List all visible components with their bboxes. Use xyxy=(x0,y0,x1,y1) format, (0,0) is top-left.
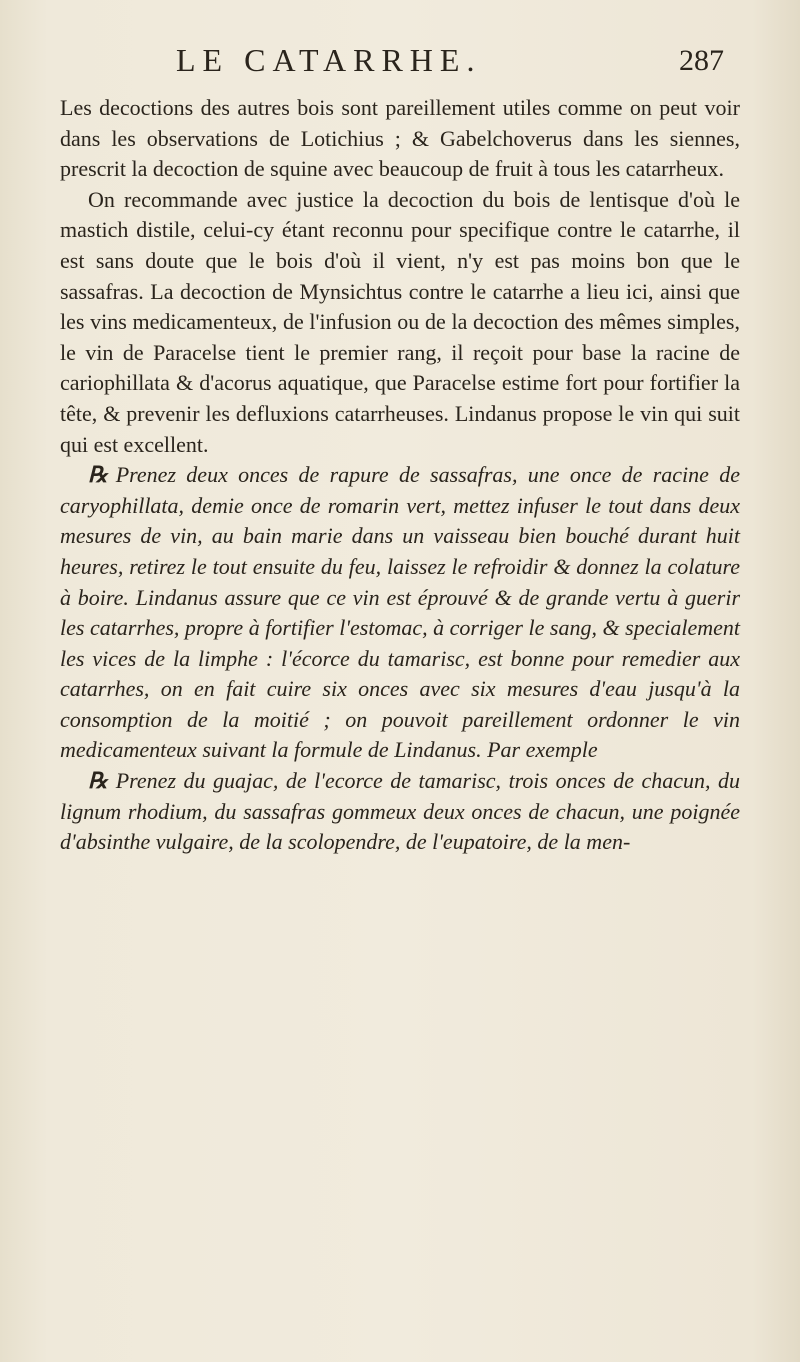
recipe-text: Prenez du guajac, de l'ecorce de tamarisc, trois onces de chacun, du lignum rhodium, du sassafras gommeux deux onces de chacun, une poignée d'absinthe vulgaire, de la scolopendre, de l'eupatoire, de la men- xyxy=(60,768,740,855)
recipe-paragraph xyxy=(60,766,740,858)
running-title: LE CATARRHE. xyxy=(176,42,482,78)
running-head xyxy=(60,42,740,82)
paragraph: Les decoctions des autres bois sont pareillement utiles comme on peut voir dans les observations de Lotichius ; & Gabelchoverus dans les siennes, prescrit la decoction de squine avec beaucoup de fruit à tous les catarrheux. xyxy=(60,95,740,182)
paragraph: On recommande avec justice la decoction du bois de lentisque d'où le mastich distile, celui-cy étant reconnu pour specifique contre le catarrhe, il est sans doute que le bois d'où il vient, n'y est pas moins bon que le sassafras. La decoction de Mynsichtus contre le catarrhe a lieu ici, ainsi que les vins medicamenteux, de l'infusion ou de la decoction des mêmes simples, le vin de Paracelse tient le premier rang, il reçoit pour base la racine de cariophillata & d'acorus aquatique, que Paracelse estime fort pour fortifier la tête, & prevenir les defluxions catarrheuses. Lindanus propose le vin qui suit qui est excellent. xyxy=(60,186,740,457)
recipe-symbol: ℞ xyxy=(88,462,108,488)
body-text xyxy=(60,93,740,858)
recipe-text: Prenez deux onces de rapure de sassafras, une once de racine de caryophillata, demie once de romarin vert, mettez infuser le tout dans deux mesures de vin, au bain marie dans un vaisseau bien bouché durant huit heures, retirez le tout ensuite du feu, laissez le refroidir & donnez la colature à boire. Lindanus assure que ce vin est éprouvé & de grande vertu à guerir les catarrhes, propre à fortifier l'estomac, à corriger le sang, & specialement les vices de la limphe : l'écorce du tamarisc, est bonne pour remedier aux catarrhes, on en fait cuire six onces avec six mesures d'eau jusqu'à la consomption de la moitié ; on pouvoit pareillement ordonner le vin medicamenteux suivant la formule de Lindanus. Par exemple xyxy=(60,462,740,763)
page-number: 287 xyxy=(679,44,724,77)
recipe-symbol: ℞ xyxy=(88,768,108,794)
recipe-paragraph xyxy=(60,460,740,766)
